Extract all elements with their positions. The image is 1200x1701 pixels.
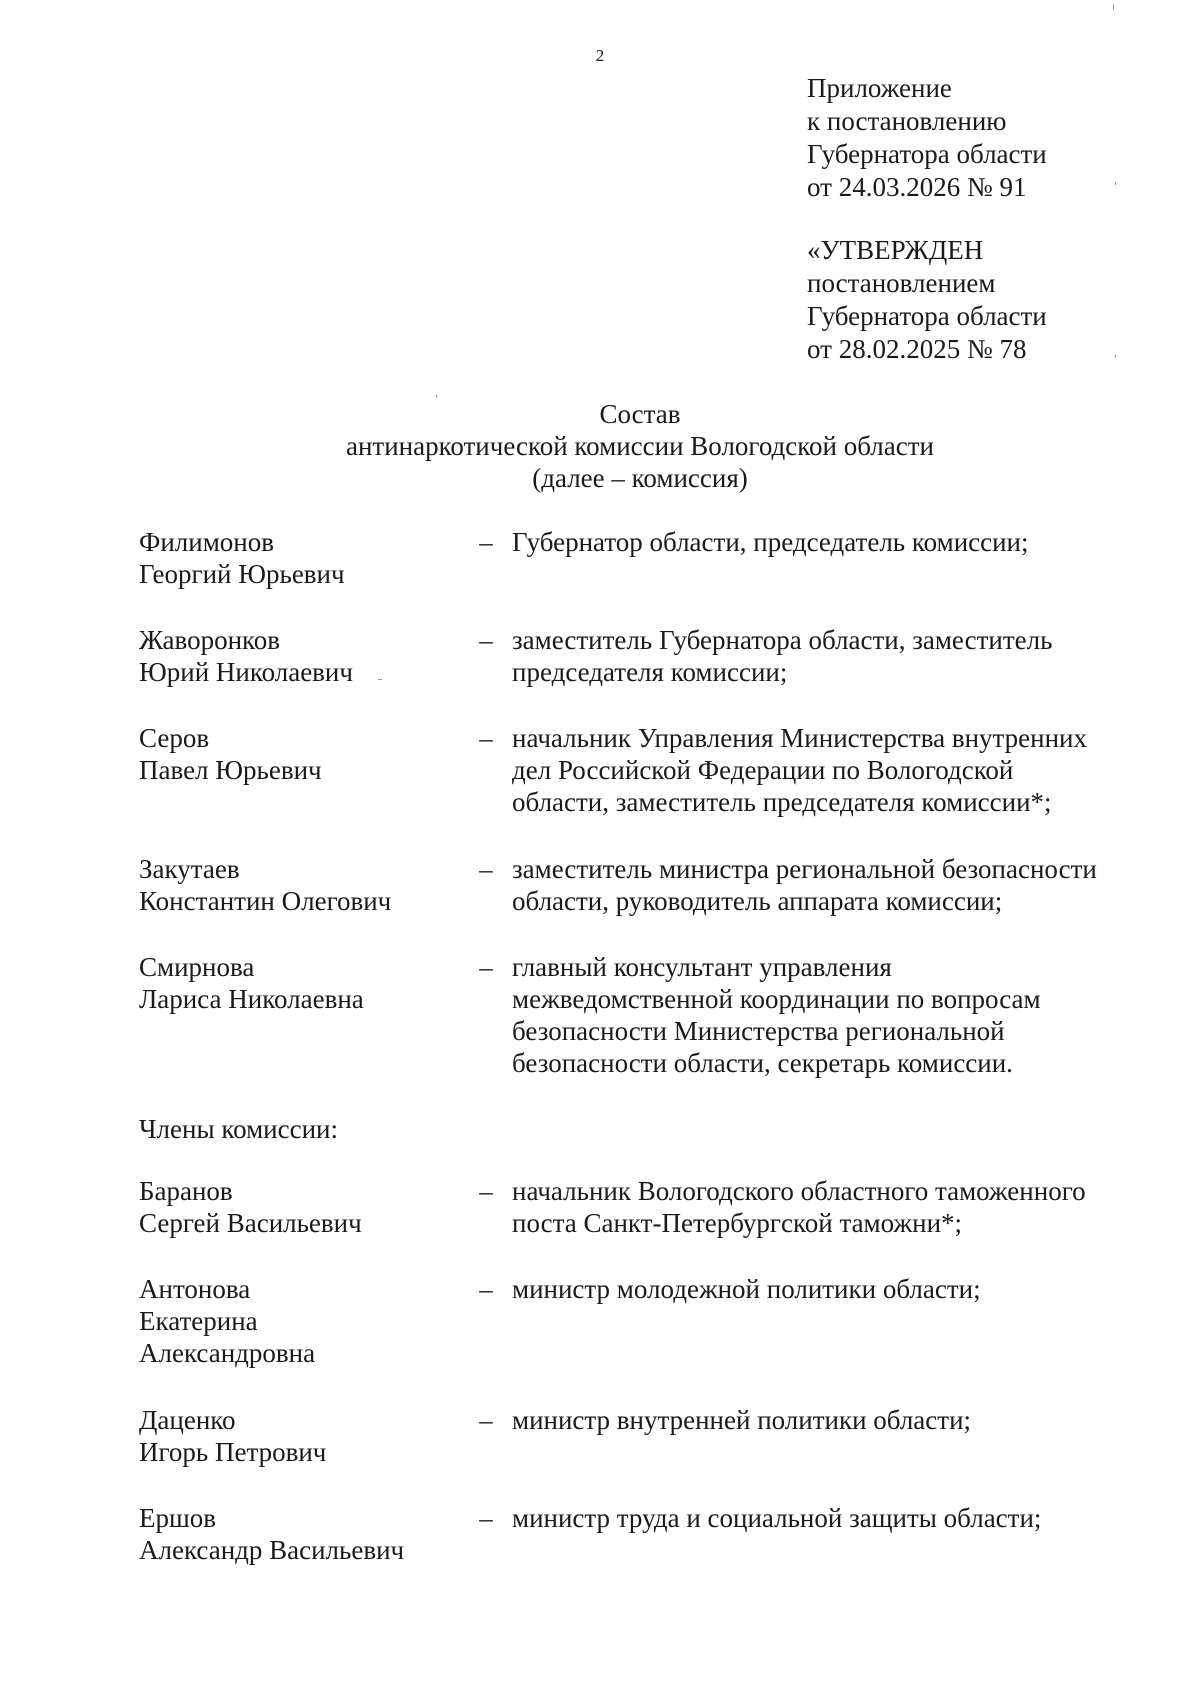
member-name: Смирнова Лариса Николаевна [139, 952, 364, 1014]
member-name: Жаворонков Юрий Николаевич [139, 625, 353, 687]
member-entry [139, 1273, 1149, 1373]
member-entry [139, 1404, 1149, 1474]
scan-artifact [1113, 4, 1114, 10]
member-name: Серов Павел Юрьевич [139, 723, 322, 785]
member-entry [139, 1175, 1149, 1245]
member-role: главный консультант управления межведомственной координации по вопросам безопасности Министерства региональной безопасности области, секретарь комиссии. [512, 952, 1041, 1078]
scan-artifact [378, 679, 382, 680]
member-entry [139, 722, 1149, 822]
member-role: начальник Управления Министерства внутренних дел Российской Федерации по Вологодской области, заместитель председателя комиссии*; [512, 723, 1087, 817]
member-role: Губернатор области, председатель комиссии; [512, 527, 1029, 557]
appendix-line: от 24.03.2026 № 91 [807, 172, 1027, 202]
title-line: антинаркотической комиссии Вологодской области [346, 431, 934, 461]
member-entry [139, 526, 1149, 596]
approved-line: «УТВЕРЖДЕН [807, 235, 984, 265]
appendix-line: Приложение [807, 73, 952, 103]
member-name: Даценко Игорь Петрович [139, 1405, 327, 1467]
member-entry [139, 624, 1149, 694]
document-title [0, 398, 1200, 494]
approved-line: постановлением [807, 268, 996, 298]
dash-separator: – [479, 1176, 493, 1206]
scan-artifact [1115, 355, 1116, 358]
approved-line: от 28.02.2025 № 78 [807, 334, 1027, 364]
approved-block [807, 234, 1047, 366]
dash-separator: – [479, 1274, 493, 1304]
member-entry [139, 951, 1149, 1081]
member-name: Баранов Сергей Васильевич [139, 1176, 362, 1238]
dash-separator: – [479, 854, 493, 884]
appendix-block [807, 72, 1047, 204]
member-entry [139, 853, 1149, 923]
member-role: министр труда и социальной защиты области; [512, 1503, 1042, 1533]
dash-separator: – [479, 1503, 493, 1533]
appendix-line: Губернатора области [807, 139, 1047, 169]
scan-artifact [1115, 182, 1116, 185]
dash-separator: – [479, 952, 493, 982]
member-entry [139, 1502, 1149, 1572]
member-name: Филимонов Георгий Юрьевич [139, 527, 345, 589]
dash-separator: – [479, 1405, 493, 1435]
appendix-line: к постановлению [807, 106, 1007, 136]
dash-separator: – [479, 723, 493, 753]
members-section-label: Члены комиссии: [139, 1114, 338, 1144]
member-role: министр молодежной политики области; [512, 1274, 981, 1304]
approved-line: Губернатора области [807, 301, 1047, 331]
title-line: Состав [599, 399, 681, 429]
dash-separator: – [479, 527, 493, 557]
member-role: заместитель Губернатора области, заместитель председателя комиссии; [512, 625, 1053, 687]
member-role: министр внутренней политики области; [512, 1405, 972, 1435]
dash-separator: – [479, 625, 493, 655]
member-role: начальник Вологодского областного таможенного поста Санкт-Петербургской таможни*; [512, 1176, 1086, 1238]
member-name: Ершов Александр Васильевич [139, 1503, 405, 1565]
title-line: (далее – комиссия) [532, 463, 748, 493]
page-number: 2 [595, 46, 605, 65]
member-name: Закутаев Константин Олегович [139, 854, 392, 916]
scan-artifact [436, 395, 437, 398]
member-role: заместитель министра региональной безопасности области, руководитель аппарата комиссии; [512, 854, 1097, 916]
member-name: Антонова Екатерина Александровна [139, 1274, 316, 1368]
